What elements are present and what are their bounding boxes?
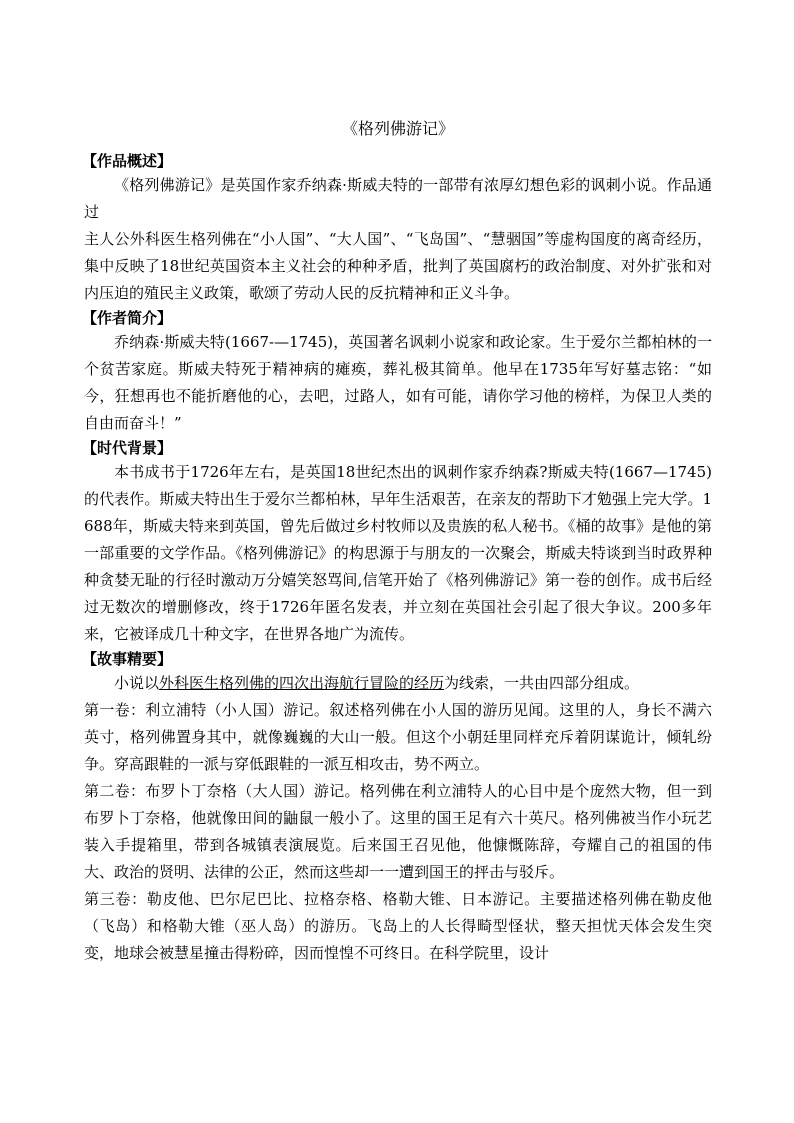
document-title: 《格列佛游记》	[341, 119, 454, 138]
author-paragraph: 乔纳森·斯威夫特(1667-—1745)，英国著名讽刺小说家和政论家。生于爱尔兰都柏林的一个贫苦家庭。斯威夫特死于精神病的瘫痪，葬礼极其简单。他早在1735年写好墓志铭：“如今，狂想再也不能折磨他的心，去吧，过路人，如有可能，请你学习他的榜样，为保卫人类的自由而奋斗！”	[84, 333, 712, 432]
story-intro-paragraph	[84, 670, 712, 697]
story-volume-3: 第三卷：勒皮他、巴尔尼巴比、拉格奈格、格勒大锥、日本游记。主要描述格列佛在勒皮他（飞岛）和格勒大锥（巫人岛）的游历。飞岛上的人长得畸型怪状，整天担忧天体会发生突变，地球会被慧星撞击得粉碎，因而惶惶不可终日。在科学院里，设计	[84, 890, 712, 962]
document-page	[84, 116, 712, 967]
section-overview	[84, 150, 712, 307]
section-story	[84, 648, 712, 967]
section-background	[84, 437, 712, 648]
story-intro-pre: 小说以	[114, 674, 160, 692]
section-heading-overview: 【作品概述】	[82, 152, 173, 170]
section-author	[84, 307, 712, 437]
overview-paragraph-1: 《格列佛游记》是英国作家乔纳森·斯威夫特的一部带有浓厚幻想色彩的讽刺小说。作品通过	[84, 176, 712, 221]
story-volume-2: 第二卷：布罗卜丁奈格（大人国）游记。格列佛在利立浦特人的心目中是个庞然大物，但一到布罗卜丁奈格，他就像田间的鼬鼠一般小了。这里的国王足有六十英尺。格列佛被当作小玩艺装入手提箱里，带到各城镇表演展览。后来国王召见他，他慷慨陈辞，夸耀自己的祖国的伟大、政治的贤明、法律的公正，然而这些却一一遭到国王的抨击与驳斥。	[84, 782, 712, 881]
story-intro-post: 为线索，一共由四部分组成。	[444, 674, 640, 692]
story-intro-underlined: 外科医生格列佛的四次出海航行冒险的经历	[159, 674, 445, 692]
section-heading-author: 【作者简介】	[82, 309, 173, 327]
section-heading-background: 【时代背景】	[82, 439, 173, 457]
overview-paragraph-2: 主人公外科医生格列佛在“小人国”、“大人国”、“飞岛国”、“慧骃国”等虚构国度的离奇经历，集中反映了18世纪英国资本主义社会的种种矛盾，批判了英国腐朽的政治制度、对外扩张和对内压迫的殖民主义政策，歌颂了劳动人民的反抗精神和正义斗争。	[84, 230, 712, 302]
story-volume-1: 第一卷：利立浦特（小人国）游记。叙述格列佛在小人国的游历见闻。这里的人，身长不满六英寸，格列佛置身其中，就像巍巍的大山一般。但这个小朝廷里同样充斥着阴谋诡计，倾轧纷争。穿高跟鞋的一派与穿低跟鞋的一派互相攻击，势不两立。	[84, 701, 712, 773]
section-heading-story: 【故事精要】	[82, 650, 173, 668]
background-paragraph: 本书成书于1726年左右，是英国18世纪杰出的讽刺作家乔纳森?斯威夫特(1667—1745)的代表作。斯威夫特出生于爱尔兰都柏林，早年生活艰苦，在亲友的帮助下才勉强上完大学。1688年，斯威夫特来到英国，曾先后做过乡村牧师以及贵族的私人秘书。《桶的故事》是他的第一部重要的文学作品。《格列佛游记》的构思源于与朋友的一次聚会，斯威夫特谈到当时政界种种贪婪无耻的行径时激动万分嬉笑怒骂间,信笔开始了《格列佛游记》第一卷的创作。成书后经过无数次的增删修改，终于1726年匿名发表，并立刻在英国社会引起了很大争议。200多年来，它被译成几十种文字，在世界各地广为流传。	[84, 463, 712, 643]
